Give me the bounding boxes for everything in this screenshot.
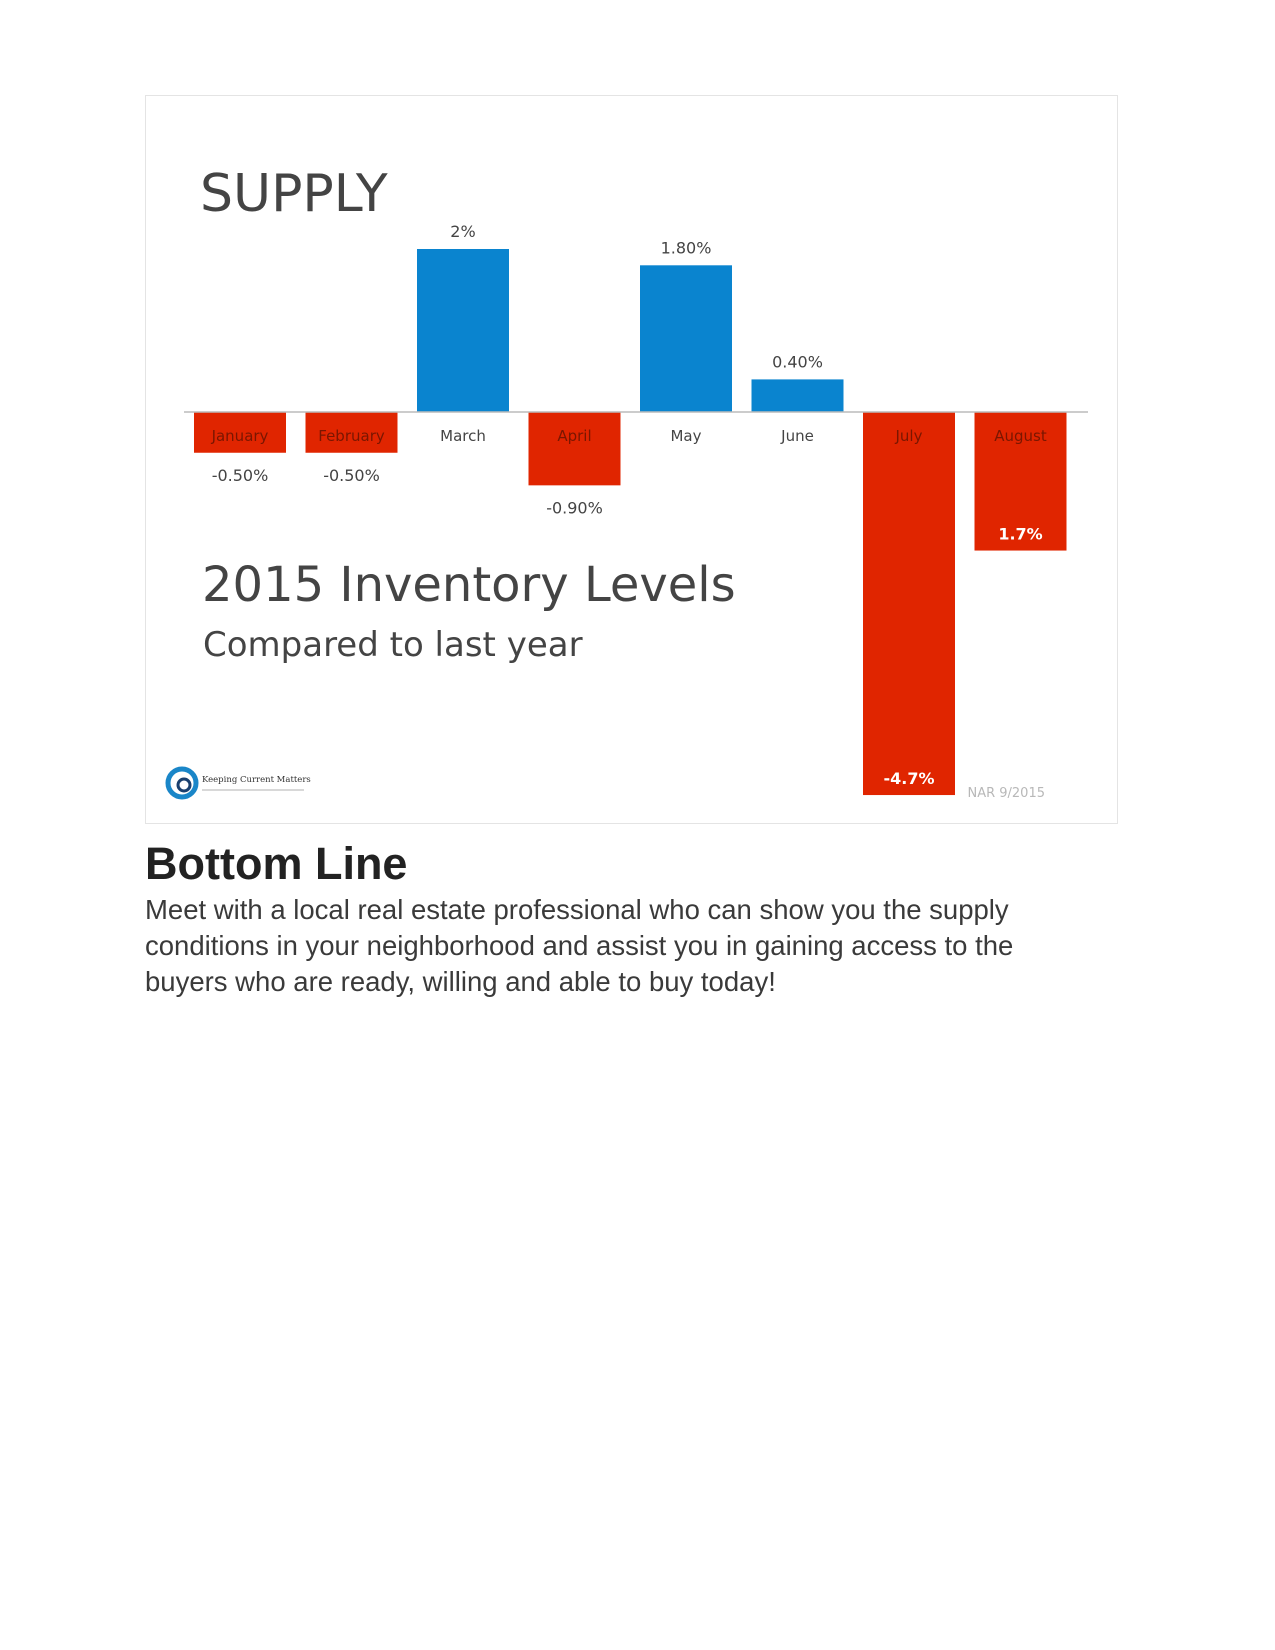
category-label-january: January bbox=[211, 427, 269, 445]
logo-text: Keeping Current Matters bbox=[202, 775, 311, 785]
kcm-logo bbox=[168, 769, 311, 797]
category-label-april: April bbox=[557, 427, 592, 445]
value-label-march: 2% bbox=[450, 222, 476, 241]
category-label-may: May bbox=[670, 427, 702, 445]
bar-july bbox=[863, 412, 955, 795]
value-label-april: -0.90% bbox=[546, 498, 603, 518]
value-label-august: 1.7% bbox=[998, 524, 1043, 544]
value-label-july: -4.7% bbox=[883, 769, 935, 789]
category-label-june: June bbox=[781, 427, 814, 445]
value-label-january: -0.50% bbox=[211, 465, 269, 485]
bar-may bbox=[640, 265, 732, 412]
value-label-june: 0.40% bbox=[772, 352, 823, 372]
category-label-march: March bbox=[440, 427, 486, 445]
bars-layer bbox=[194, 222, 1067, 795]
inventory-bar-chart bbox=[146, 96, 1119, 825]
bar-june bbox=[752, 379, 844, 412]
bottom-line-body: Meet with a local real estate professional who can show you the supply conditions in your neighborhood and assist you in gaining access to the buyers who are ready, willing and able to buy today! bbox=[145, 894, 1014, 997]
bar-march bbox=[417, 249, 509, 412]
category-label-july: July bbox=[895, 427, 923, 445]
source-label: NAR 9/2015 bbox=[967, 786, 1045, 801]
logo-swirl-inner-icon bbox=[178, 779, 190, 791]
chart-image bbox=[145, 95, 1118, 824]
bottom-line-heading: Bottom Line bbox=[145, 838, 408, 889]
category-label-february: February bbox=[318, 427, 385, 445]
category-label-august: August bbox=[994, 427, 1047, 445]
bar-april bbox=[529, 412, 621, 485]
value-label-february: -0.50% bbox=[323, 465, 380, 485]
chart-subtitle-2: Compared to last year bbox=[203, 625, 583, 665]
chart-subtitle: 2015 Inventory Levels bbox=[202, 557, 736, 613]
logo-swirl-icon bbox=[168, 769, 196, 797]
value-label-may: 1.80% bbox=[660, 238, 712, 258]
chart-title: SUPPLY bbox=[200, 164, 388, 224]
